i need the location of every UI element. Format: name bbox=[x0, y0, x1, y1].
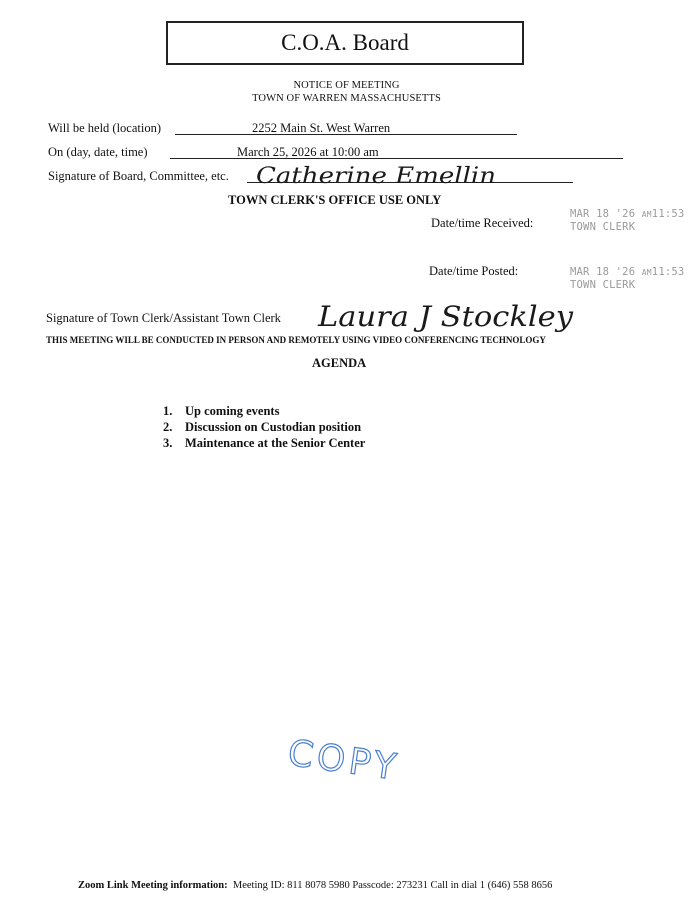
copy-stamp bbox=[282, 728, 412, 790]
agenda-item: 3. Maintenance at the Senior Center bbox=[163, 436, 366, 450]
received-stamp bbox=[570, 208, 684, 233]
posted-stamp-ampm: AM bbox=[641, 268, 652, 277]
datetime-label: On (day, date, time) bbox=[48, 145, 148, 159]
location-label: Will be held (location) bbox=[48, 121, 162, 135]
clerk-signature: Laura J Stockley bbox=[316, 300, 575, 333]
zoom-info bbox=[78, 880, 552, 891]
zoom-info-label: Zoom Link Meeting information: bbox=[78, 880, 228, 891]
meeting-remote-note: THIS MEETING WILL BE CONDUCTED IN PERSON AND REMOTELY USING VIDEO CONFERENCING TECHNOLOGY bbox=[46, 335, 546, 345]
agenda-list bbox=[163, 403, 365, 451]
agenda-item: 2. Discussion on Custodian position bbox=[163, 420, 362, 434]
datetime-value: March 25, 2026 at 10:00 am bbox=[237, 145, 379, 159]
board-signature-image bbox=[250, 158, 510, 192]
clerk-signature-label: Signature of Town Clerk/Assistant Town Clerk bbox=[46, 311, 281, 325]
received-stamp-time: 11:53 bbox=[651, 208, 685, 220]
town-name: TOWN OF WARREN MASSACHUSETTS bbox=[252, 93, 441, 104]
zoom-info-details: Meeting ID: 811 8078 5980 Passcode: 273231 Call in dial 1 (646) 558 8656 bbox=[232, 880, 553, 891]
board-signature-label: Signature of Board, Committee, etc. bbox=[48, 169, 229, 183]
board-signature: Catherine Emellin bbox=[256, 164, 496, 189]
received-stamp-office: TOWN CLERK bbox=[570, 221, 636, 233]
agenda-heading: AGENDA bbox=[312, 356, 367, 370]
copy-stamp-text: COPY bbox=[285, 732, 403, 789]
notice-heading: NOTICE OF MEETING bbox=[293, 80, 400, 91]
board-title: C.O.A. Board bbox=[281, 30, 409, 55]
posted-stamp bbox=[570, 266, 684, 291]
clerk-signature-image bbox=[312, 290, 582, 338]
posted-stamp-office: TOWN CLERK bbox=[570, 279, 636, 291]
received-stamp-date: MAR 18 '26 bbox=[570, 208, 636, 220]
posted-stamp-date: MAR 18 '26 bbox=[570, 266, 636, 278]
board-title-box bbox=[166, 21, 524, 65]
posted-label: Date/time Posted: bbox=[429, 264, 519, 278]
clerk-office-heading: TOWN CLERK'S OFFICE USE ONLY bbox=[228, 193, 442, 207]
location-value: 2252 Main St. West Warren bbox=[252, 121, 391, 135]
received-label: Date/time Received: bbox=[431, 216, 534, 230]
agenda-item: 1. Up coming events bbox=[163, 404, 280, 418]
posted-stamp-time: 11:53 bbox=[651, 266, 685, 278]
received-stamp-ampm: AM bbox=[641, 210, 652, 219]
